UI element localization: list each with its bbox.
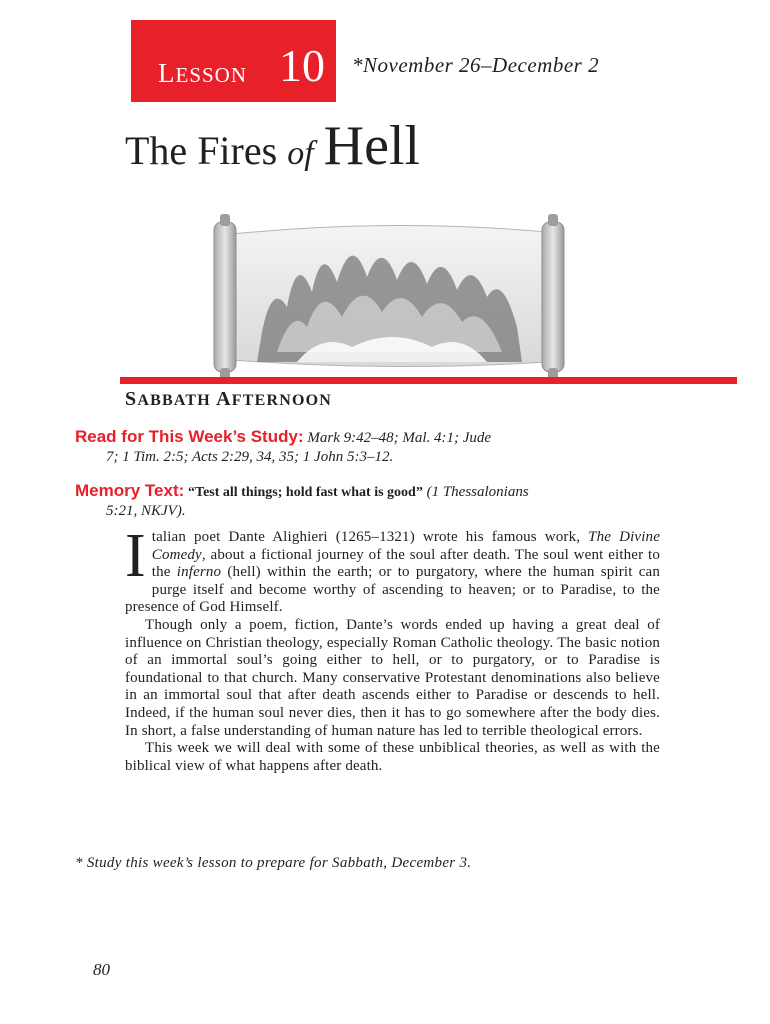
memory-text [75, 481, 660, 521]
paragraph-1: Italian poet Dante Alighieri (1265–1321) wrote his famous work, The Divine Comedy, about a fictional journey of the soul after death. The soul went either to the inferno (hell) within the earth; or to purgatory, where the human spirit can purge itself and become worthy of ascending to heaven; or to Paradise, to the presence of God Himself. [125, 522, 660, 616]
lesson-number: 10 [279, 40, 325, 91]
memory-label: Memory Text: [75, 481, 185, 500]
paragraph-2: Though only a poem, fiction, Dante’s words ended up having a great deal of influence on Christian theology, especially Roman Catholic theology. The basic notion of an immortal soul’s going either to hell, or to purgatory, or to Paradise is foundational to that church. Many conservative Protestant denominations also believe in an immortal soul that after death ascends either to Paradise or descends to hell. Indeed, if the human soul never dies, then it has to go somewhere after the body dies. In short, a false understanding of human nature has led to terrible theological errors. [125, 616, 660, 739]
lesson-label: LESSON [158, 58, 248, 88]
study-label: Read for This Week’s Study: [75, 427, 304, 446]
memory-quote: “Test all things; hold fast what is good” [188, 485, 423, 500]
footnote: * Study this week’s lesson to prepare for Sabbath, December 3. [75, 855, 472, 871]
lesson-dates: *November 26–December 2 [352, 53, 600, 77]
drop-cap: I [125, 522, 146, 590]
study-references [75, 427, 660, 467]
lesson-badge [131, 20, 336, 102]
section-heading: SABBATH AFTERNOON [125, 388, 333, 410]
section-divider [120, 377, 737, 384]
paragraph-3: This week we will deal with some of these unbiblical theories, as well as with the biblical view of what happens after death. [125, 740, 660, 774]
study-refs-line2: 7; 1 Tim. 2:5; Acts 2:29, 34, 35; 1 John 5:3–12. [106, 449, 394, 465]
scroll-flames-image [202, 212, 577, 382]
page-number: 80 [93, 960, 110, 979]
scroll-illustration [202, 212, 577, 382]
memory-ref-line1: (1 Thessalonians [426, 484, 529, 500]
article-body [125, 522, 660, 775]
memory-ref-line2: 5:21, NKJV). [106, 503, 186, 519]
study-refs-line1: Mark 9:42–48; Mal. 4:1; Jude [307, 430, 492, 446]
page-title: The Fires of Hell [125, 115, 421, 177]
